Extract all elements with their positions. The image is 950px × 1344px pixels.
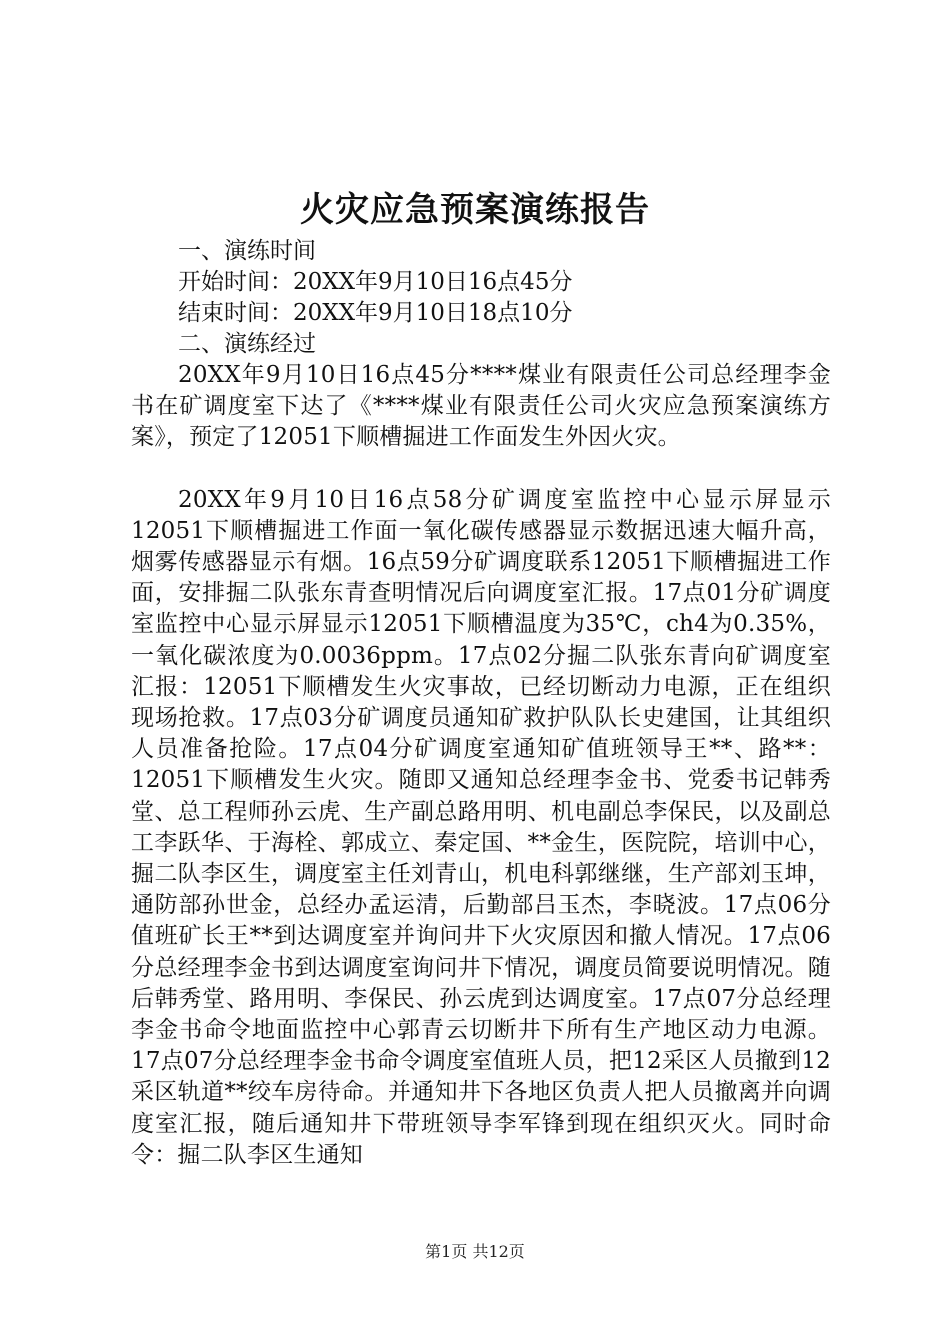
section-heading-time: 一、演练时间 <box>178 238 316 264</box>
end-time-line: 结束时间：20XX年9月10日18点10分 <box>178 300 573 326</box>
document-title: 火灾应急预案演练报告 <box>300 190 650 230</box>
section-heading-process: 二、演练经过 <box>178 331 316 357</box>
paragraph-order: 20XX年9月10日16点45分****煤业有限责任公司总经理李金书在矿调度室下达了《****煤业有限责任公司火灾应急预案演练方案》，预定了12051下顺槽掘进工作面发生外因火灾。 <box>131 362 831 451</box>
start-time-line: 开始时间：20XX年9月10日16点45分 <box>178 269 573 295</box>
paragraph-process: 20XX年9月10日16点58分矿调度室监控中心显示屏显示12051下顺槽掘进工作面一氧化碳传感器显示数据迅速大幅升高，烟雾传感器显示有烟。16点59分矿调度联系12051下顺槽掘进工作面，安排掘二队张东青查明情况后向调度室汇报。17点01分矿调度室监控中心显示屏显示12051下顺槽温度为35℃，ch4为0.35%，一氧化碳浓度为0.0036ppm。17点02分掘二队张东青向矿调度室汇报：12051下顺槽发生火灾事故，已经切断动力电源，正在组织现场抢救。17点03分矿调度员通知矿救护队队长史建国，让其组织人员准备抢险。17点04分矿调度室通知矿值班领导王**、路**：12051下顺槽发生火灾。随即又通知总经理李金书、党委书记韩秀堂、总工程师孙云虎、生产副总路用明、机电副总李保民，以及副总工李跃华、于海栓、郭成立、秦定国、**金生，医院院，培训中心，掘二队李区生，调度室主任刘青山，机电科郭继继，生产部刘玉坤，通防部孙世金，总经办孟运清，后勤部吕玉杰，李晓波。17点06分值班矿长王**到达调度室并询问井下火灾原因和撤人情况。17点06分总经理李金书到达调度室询问井下情况，调度员简要说明情况。随后韩秀堂、路用明、李保民、孙云虎到达调度室。17点07分总经理李金书命令地面监控中心郭青云切断井下所有生产地区动力电源。17点07分总经理李金书命令调度室值班人员，把12采区人员撤到12采区轨道**绞车房待命。并通知井下各地区负责人把人员撤离并向调度室汇报，随后通知井下带班领导李军锋到现在组织灭火。同时命令：掘二队李区生通知 <box>131 486 831 1168</box>
document-body <box>131 236 831 1171</box>
page-footer: 第1页 共12页 <box>425 1242 525 1261</box>
paragraph-spacer <box>131 454 831 485</box>
